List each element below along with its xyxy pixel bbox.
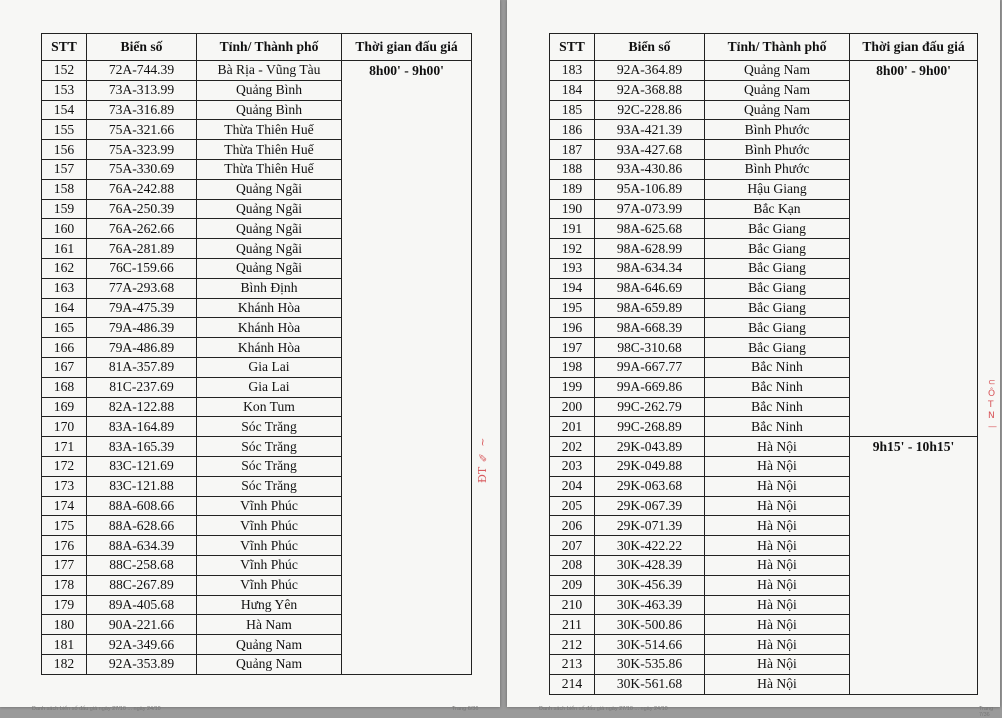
row-plate-number: 73A-316.89 — [87, 100, 197, 120]
table-body-left — [42, 61, 472, 675]
row-stt: 158 — [42, 179, 87, 199]
row-stt: 193 — [550, 258, 595, 278]
row-stt: 178 — [42, 575, 87, 595]
row-stt: 214 — [550, 674, 595, 694]
row-plate-number: 83C-121.69 — [87, 456, 197, 476]
row-plate-number: 88A-634.39 — [87, 536, 197, 556]
row-province: Quảng Nam — [197, 654, 342, 674]
row-province: Hà Nội — [705, 456, 850, 476]
row-plate-number: 98A-634.34 — [595, 258, 705, 278]
row-province: Bắc Giang — [705, 318, 850, 338]
auction-time-slot: 8h00' - 9h00' — [342, 61, 472, 675]
row-stt: 191 — [550, 219, 595, 239]
row-province: Hà Nội — [705, 555, 850, 575]
row-province: Quảng Nam — [705, 100, 850, 120]
row-plate-number: 88A-628.66 — [87, 516, 197, 536]
row-province: Hà Nội — [705, 674, 850, 694]
row-stt: 161 — [42, 239, 87, 259]
row-province: Sóc Trăng — [197, 417, 342, 437]
row-plate-number: 88C-258.68 — [87, 555, 197, 575]
row-plate-number: 75A-323.99 — [87, 140, 197, 160]
row-province: Hà Nội — [705, 575, 850, 595]
row-stt: 213 — [550, 654, 595, 674]
row-plate-number: 99C-262.79 — [595, 397, 705, 417]
row-stt: 174 — [42, 496, 87, 516]
row-stt: 205 — [550, 496, 595, 516]
page-number: Trang 7/36 — [979, 706, 994, 718]
row-province: Hà Nội — [705, 437, 850, 457]
row-province: Hà Nội — [705, 536, 850, 556]
row-plate-number: 92A-353.89 — [87, 654, 197, 674]
row-plate-number: 76A-281.89 — [87, 239, 197, 259]
row-plate-number: 79A-475.39 — [87, 298, 197, 318]
row-province: Bình Phước — [705, 140, 850, 160]
row-stt: 177 — [42, 555, 87, 575]
row-stt: 187 — [550, 140, 595, 160]
row-province: Hậu Giang — [705, 179, 850, 199]
row-province: Hà Nội — [705, 516, 850, 536]
row-stt: 166 — [42, 338, 87, 358]
row-plate-number: 92A-368.88 — [595, 80, 705, 100]
row-plate-number: 92A-349.66 — [87, 635, 197, 655]
row-plate-number: 89A-405.68 — [87, 595, 197, 615]
row-plate-number: 99A-669.86 — [595, 377, 705, 397]
row-plate-number: 72A-744.39 — [87, 61, 197, 81]
row-province: Bắc Ninh — [705, 357, 850, 377]
row-plate-number: 83A-165.39 — [87, 437, 197, 457]
table-header-row — [550, 34, 978, 61]
row-plate-number: 93A-421.39 — [595, 120, 705, 140]
row-stt: 155 — [42, 120, 87, 140]
row-province: Thừa Thiên Huế — [197, 159, 342, 179]
row-stt: 171 — [42, 437, 87, 457]
header-province: Tỉnh/ Thành phố — [197, 34, 342, 61]
row-plate-number: 97A-073.99 — [595, 199, 705, 219]
row-stt: 153 — [42, 80, 87, 100]
row-stt: 160 — [42, 219, 87, 239]
auction-time-slot: 9h15' - 10h15' — [850, 437, 978, 694]
row-province: Bắc Giang — [705, 219, 850, 239]
row-stt: 163 — [42, 278, 87, 298]
row-plate-number: 98A-628.99 — [595, 239, 705, 259]
row-stt: 198 — [550, 357, 595, 377]
row-plate-number: 76C-159.66 — [87, 258, 197, 278]
row-province: Bình Phước — [705, 120, 850, 140]
row-province: Hà Nội — [705, 635, 850, 655]
header-time: Thời gian đấu giá — [850, 34, 978, 61]
row-plate-number: 29K-063.68 — [595, 476, 705, 496]
row-province: Sóc Trăng — [197, 476, 342, 496]
row-province: Khánh Hòa — [197, 318, 342, 338]
row-stt: 159 — [42, 199, 87, 219]
row-province: Quảng Nam — [705, 61, 850, 81]
row-province: Khánh Hòa — [197, 298, 342, 318]
row-stt: 212 — [550, 635, 595, 655]
row-stt: 189 — [550, 179, 595, 199]
header-plate: Biển số — [595, 34, 705, 61]
row-plate-number: 73A-313.99 — [87, 80, 197, 100]
row-stt: 175 — [42, 516, 87, 536]
header-time: Thời gian đấu giá — [342, 34, 472, 61]
red-ink-signature-mark: ĐT ✎ ~ — [476, 437, 489, 483]
row-stt: 157 — [42, 159, 87, 179]
row-province: Bà Rịa - Vũng Tàu — [197, 61, 342, 81]
row-plate-number: 75A-321.66 — [87, 120, 197, 140]
row-stt: 164 — [42, 298, 87, 318]
row-plate-number: 79A-486.89 — [87, 338, 197, 358]
header-province: Tỉnh/ Thành phố — [705, 34, 850, 61]
row-stt: 152 — [42, 61, 87, 81]
footer-note: Danh sách biển số đấu giá ngày 27/10 ... ngày 24/10 — [32, 706, 161, 712]
row-plate-number: 29K-071.39 — [595, 516, 705, 536]
row-stt: 186 — [550, 120, 595, 140]
row-province: Sóc Trăng — [197, 437, 342, 457]
row-stt: 201 — [550, 417, 595, 437]
row-province: Hà Nội — [705, 595, 850, 615]
row-plate-number: 76A-250.39 — [87, 199, 197, 219]
plates-table-right — [549, 33, 978, 695]
row-plate-number: 93A-430.86 — [595, 159, 705, 179]
row-province: Kon Tum — [197, 397, 342, 417]
row-plate-number: 30K-514.66 — [595, 635, 705, 655]
row-stt: 199 — [550, 377, 595, 397]
row-province: Quảng Ngãi — [197, 258, 342, 278]
row-province: Quảng Bình — [197, 80, 342, 100]
row-plate-number: 29K-049.88 — [595, 456, 705, 476]
row-plate-number: 88A-608.66 — [87, 496, 197, 516]
table-row — [550, 437, 978, 457]
row-stt: 183 — [550, 61, 595, 81]
document-page-left — [0, 0, 500, 712]
row-province: Gia Lai — [197, 377, 342, 397]
row-stt: 207 — [550, 536, 595, 556]
row-province: Quảng Bình — [197, 100, 342, 120]
red-ink-stamp-fragment: ⊂ Ô T N — — [988, 378, 997, 432]
row-plate-number: 79A-486.39 — [87, 318, 197, 338]
row-province: Hà Nam — [197, 615, 342, 635]
header-stt: STT — [550, 34, 595, 61]
row-province: Quảng Ngãi — [197, 219, 342, 239]
row-stt: 162 — [42, 258, 87, 278]
header-stt: STT — [42, 34, 87, 61]
row-stt: 173 — [42, 476, 87, 496]
row-plate-number: 75A-330.69 — [87, 159, 197, 179]
row-province: Bình Định — [197, 278, 342, 298]
row-stt: 209 — [550, 575, 595, 595]
row-plate-number: 88C-267.89 — [87, 575, 197, 595]
row-province: Hà Nội — [705, 615, 850, 635]
row-plate-number: 92C-228.86 — [595, 100, 705, 120]
row-stt: 196 — [550, 318, 595, 338]
table-row — [42, 61, 472, 81]
row-province: Thừa Thiên Huế — [197, 140, 342, 160]
row-stt: 204 — [550, 476, 595, 496]
row-plate-number: 90A-221.66 — [87, 615, 197, 635]
row-province: Vĩnh Phúc — [197, 555, 342, 575]
page-number: Trang 6/36 — [452, 706, 479, 712]
row-province: Hà Nội — [705, 476, 850, 496]
plates-table-left — [41, 33, 472, 675]
row-stt: 194 — [550, 278, 595, 298]
row-plate-number: 98A-668.39 — [595, 318, 705, 338]
row-stt: 210 — [550, 595, 595, 615]
row-plate-number: 83C-121.88 — [87, 476, 197, 496]
row-province: Quảng Nam — [197, 635, 342, 655]
row-province: Hưng Yên — [197, 595, 342, 615]
row-province: Vĩnh Phúc — [197, 496, 342, 516]
row-stt: 184 — [550, 80, 595, 100]
row-stt: 197 — [550, 338, 595, 358]
row-stt: 185 — [550, 100, 595, 120]
row-stt: 180 — [42, 615, 87, 635]
row-stt: 169 — [42, 397, 87, 417]
row-province: Gia Lai — [197, 357, 342, 377]
row-province: Bắc Giang — [705, 298, 850, 318]
row-province: Quảng Ngãi — [197, 239, 342, 259]
row-stt: 202 — [550, 437, 595, 457]
row-plate-number: 98A-646.69 — [595, 278, 705, 298]
row-plate-number: 30K-422.22 — [595, 536, 705, 556]
row-plate-number: 30K-535.86 — [595, 654, 705, 674]
row-stt: 176 — [42, 536, 87, 556]
row-province: Bắc Giang — [705, 258, 850, 278]
row-province: Hà Nội — [705, 654, 850, 674]
table-body-right — [550, 61, 978, 695]
row-plate-number: 98A-659.89 — [595, 298, 705, 318]
row-province: Bắc Kạn — [705, 199, 850, 219]
row-plate-number: 82A-122.88 — [87, 397, 197, 417]
row-province: Bắc Ninh — [705, 377, 850, 397]
row-province: Hà Nội — [705, 496, 850, 516]
row-stt: 156 — [42, 140, 87, 160]
row-plate-number: 95A-106.89 — [595, 179, 705, 199]
row-stt: 170 — [42, 417, 87, 437]
row-stt: 206 — [550, 516, 595, 536]
row-stt: 172 — [42, 456, 87, 476]
row-plate-number: 30K-456.39 — [595, 575, 705, 595]
row-plate-number: 30K-500.86 — [595, 615, 705, 635]
row-stt: 192 — [550, 239, 595, 259]
row-province: Bắc Giang — [705, 239, 850, 259]
row-stt: 200 — [550, 397, 595, 417]
row-stt: 211 — [550, 615, 595, 635]
row-province: Bắc Giang — [705, 338, 850, 358]
row-plate-number: 98C-310.68 — [595, 338, 705, 358]
row-province: Vĩnh Phúc — [197, 536, 342, 556]
row-plate-number: 81A-357.89 — [87, 357, 197, 377]
row-stt: 168 — [42, 377, 87, 397]
auction-time-slot: 8h00' - 9h00' — [850, 61, 978, 437]
row-stt: 182 — [42, 654, 87, 674]
row-stt: 165 — [42, 318, 87, 338]
row-stt: 208 — [550, 555, 595, 575]
row-plate-number: 77A-293.68 — [87, 278, 197, 298]
row-province: Sóc Trăng — [197, 456, 342, 476]
row-plate-number: 29K-067.39 — [595, 496, 705, 516]
header-plate: Biển số — [87, 34, 197, 61]
row-stt: 190 — [550, 199, 595, 219]
row-plate-number: 76A-242.88 — [87, 179, 197, 199]
row-plate-number: 99C-268.89 — [595, 417, 705, 437]
row-province: Quảng Nam — [705, 80, 850, 100]
footer-note: Danh sách biển số đấu giá ngày 27/10 ... ngày 24/10 — [539, 706, 668, 712]
row-plate-number: 30K-428.39 — [595, 555, 705, 575]
row-plate-number: 93A-427.68 — [595, 140, 705, 160]
document-page-right — [507, 0, 1000, 718]
row-stt: 195 — [550, 298, 595, 318]
row-province: Bắc Ninh — [705, 417, 850, 437]
row-province: Quảng Ngãi — [197, 199, 342, 219]
row-plate-number: 30K-463.39 — [595, 595, 705, 615]
row-stt: 154 — [42, 100, 87, 120]
row-plate-number: 83A-164.89 — [87, 417, 197, 437]
row-province: Quảng Ngãi — [197, 179, 342, 199]
row-stt: 181 — [42, 635, 87, 655]
row-plate-number: 30K-561.68 — [595, 674, 705, 694]
row-plate-number: 99A-667.77 — [595, 357, 705, 377]
row-stt: 188 — [550, 159, 595, 179]
row-stt: 203 — [550, 456, 595, 476]
table-header-row — [42, 34, 472, 61]
row-plate-number: 81C-237.69 — [87, 377, 197, 397]
row-province: Bắc Giang — [705, 278, 850, 298]
row-province: Bắc Ninh — [705, 397, 850, 417]
row-plate-number: 29K-043.89 — [595, 437, 705, 457]
row-province: Bình Phước — [705, 159, 850, 179]
row-stt: 167 — [42, 357, 87, 377]
row-stt: 179 — [42, 595, 87, 615]
row-province: Vĩnh Phúc — [197, 516, 342, 536]
row-province: Khánh Hòa — [197, 338, 342, 358]
row-province: Vĩnh Phúc — [197, 575, 342, 595]
row-plate-number: 98A-625.68 — [595, 219, 705, 239]
table-row — [550, 61, 978, 81]
row-province: Thừa Thiên Huế — [197, 120, 342, 140]
row-plate-number: 76A-262.66 — [87, 219, 197, 239]
row-plate-number: 92A-364.89 — [595, 61, 705, 81]
